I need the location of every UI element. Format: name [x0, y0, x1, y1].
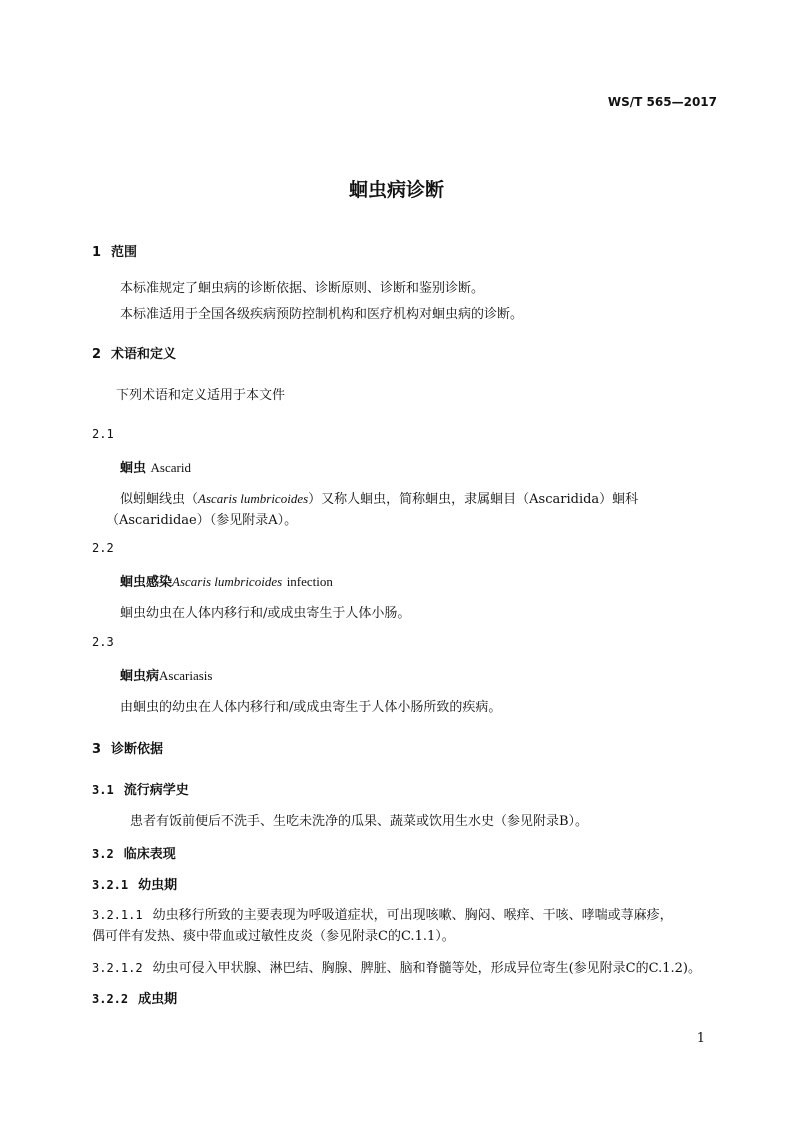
subsection-title: 幼虫期 — [138, 878, 178, 893]
paragraph: 本标准适用于全国各级疾病预防控制机构和医疗机构对蛔虫病的诊断。 — [120, 307, 524, 322]
subsection-number: 3.2.2 — [92, 992, 129, 1006]
clause-text: 幼虫可侵入甲状腺、淋巴结、胸腺、脾脏、脑和脊髓等处，形成异位寄生(参见附录C的C.1.2)。 — [152, 961, 701, 976]
term-name — [120, 571, 333, 590]
subsection-3-2-1-heading — [92, 874, 177, 893]
term-name — [120, 457, 191, 476]
subsection-3-2-2-heading — [92, 988, 177, 1007]
term-name — [120, 665, 212, 684]
section-3-heading — [92, 738, 163, 757]
section-number: 2 — [92, 347, 102, 362]
term-name-zh: 蛔虫病 — [120, 669, 160, 684]
subsection-3-1-heading — [92, 779, 189, 798]
clause-text: 幼虫移行所致的主要表现为呼吸道症状，可出现咳嗽、胸闷、喉痒、干咳、哮喘或荨麻疹， — [152, 908, 673, 923]
page-title: 蛔虫病诊断 — [348, 179, 444, 201]
clause-number: 3.2.1.1 — [92, 908, 143, 922]
section-number: 1 — [92, 245, 102, 260]
clause-3-2-1-2 — [92, 957, 701, 976]
term-definition: 蛔虫幼虫在人体内移行和/或成虫寄生于人体小肠。 — [120, 606, 411, 621]
subsection-title: 流行病学史 — [123, 783, 189, 798]
page-number: 1 — [696, 1031, 705, 1046]
section-title: 范围 — [111, 245, 138, 260]
term-definition: 由蛔虫的幼虫在人体内移行和/或成虫寄生于人体小肠所致的疾病。 — [120, 700, 502, 715]
section-2-heading — [92, 343, 176, 362]
term-number: 2.3 — [92, 635, 114, 649]
section-1-heading — [92, 241, 137, 260]
paragraph: 本标准规定了蛔虫病的诊断依据、诊断原则、诊断和鉴别诊断。 — [120, 281, 485, 296]
term-name-zh: 蛔虫感染 — [120, 575, 173, 590]
clause-3-2-1-1-line2: 偶可伴有发热、痰中带血或过敏性皮炎（参见附录C的C.1.1）。 — [92, 929, 455, 944]
subsection-number: 3.2 — [92, 847, 114, 861]
paragraph: 下列术语和定义适用于本文件 — [116, 388, 286, 403]
clause-number: 3.2.1.2 — [92, 961, 143, 975]
term-name-latin: Ascaris lumbricoides — [172, 574, 283, 589]
clause-3-2-1-1 — [92, 904, 673, 923]
term-number: 2.2 — [92, 541, 114, 555]
definition-text: 似蚓蛔线虫（ — [120, 492, 199, 507]
standard-code: WS/T 565—2017 — [607, 95, 717, 109]
definition-text: ）又称人蛔虫，简称蛔虫，隶属蛔目（Ascaridida）蛔科 — [308, 492, 639, 507]
term-name-zh: 蛔虫 — [120, 461, 147, 476]
term-name-en: Ascariasis — [159, 668, 213, 683]
paragraph: 患者有饭前便后不洗手、生吃未洗净的瓜果、蔬菜或饮用生水史（参见附录B）。 — [130, 814, 589, 829]
subsection-number: 3.1 — [92, 783, 114, 797]
section-title: 术语和定义 — [111, 347, 177, 362]
term-name-en: Ascarid — [150, 460, 191, 475]
term-number: 2.1 — [92, 427, 114, 441]
section-title: 诊断依据 — [111, 742, 164, 757]
subsection-title: 成虫期 — [138, 992, 178, 1007]
definition-latin: Ascaris lumbricoides — [198, 491, 309, 506]
subsection-title: 临床表现 — [123, 847, 176, 862]
subsection-number: 3.2.1 — [92, 878, 129, 892]
subsection-3-2-heading — [92, 843, 176, 862]
term-name-en: infection — [286, 574, 333, 589]
term-definition — [120, 488, 638, 507]
term-definition-line2: （Ascarididae）（参见附录A）。 — [106, 513, 298, 528]
section-number: 3 — [92, 742, 102, 757]
